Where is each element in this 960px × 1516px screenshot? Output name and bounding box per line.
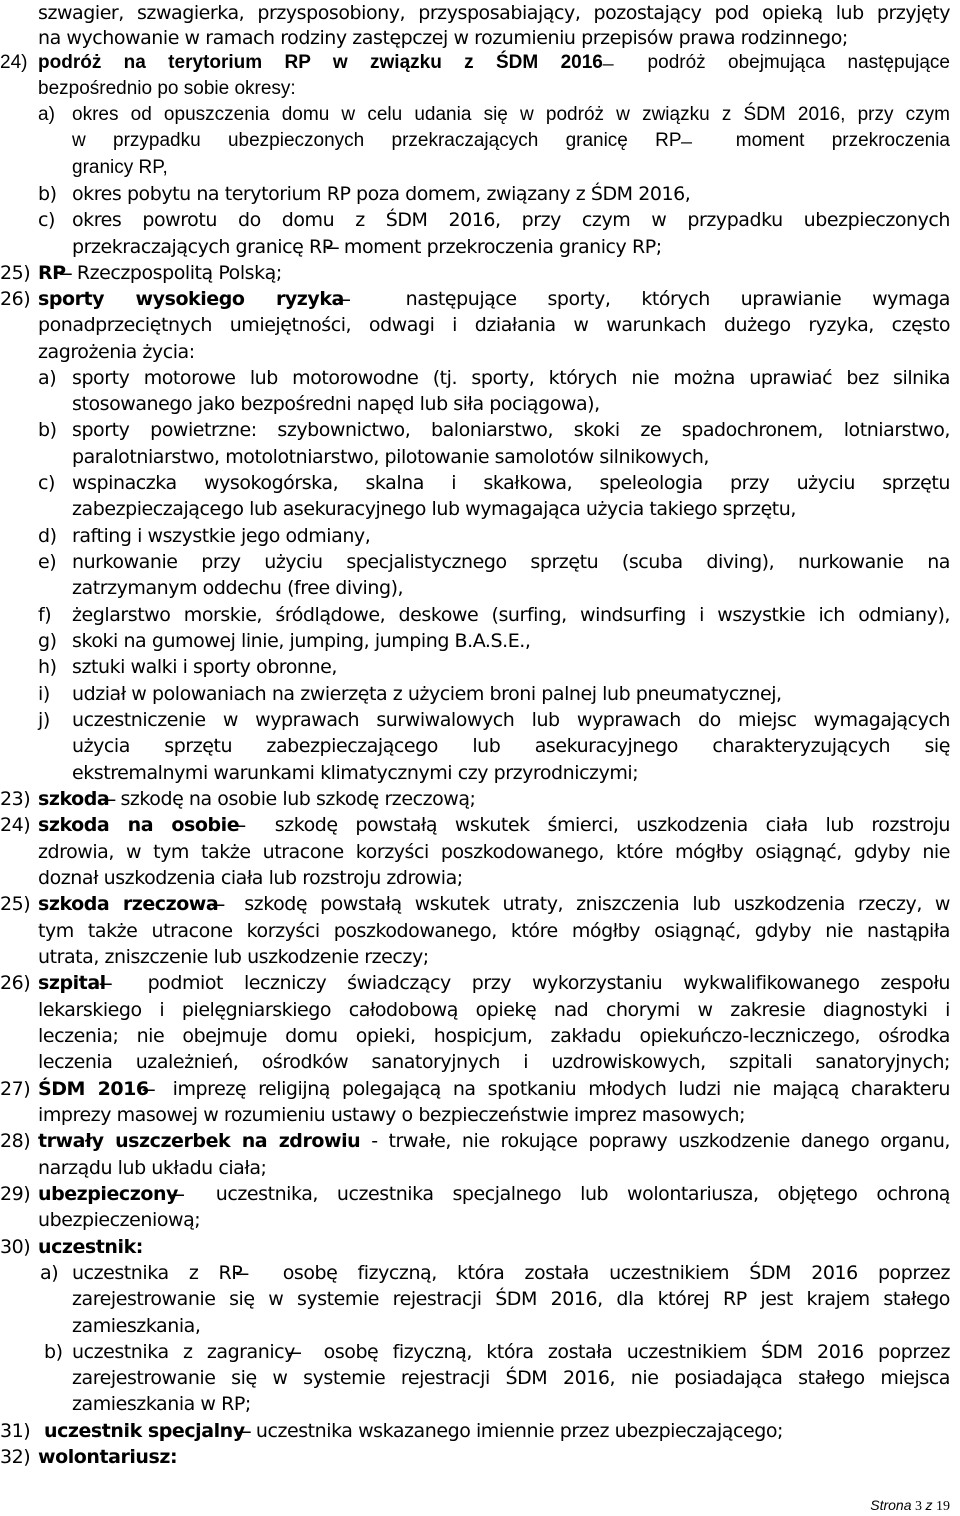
- text-line: [0, 523, 960, 549]
- line-body: [72, 365, 950, 391]
- sub-item-letter: d): [38, 525, 57, 547]
- line-body: [38, 839, 950, 865]
- item-number: 28): [0, 1130, 31, 1152]
- line-text: zamieszkania,: [72, 1315, 201, 1337]
- text-line: [0, 444, 960, 470]
- defined-term: wolontariusz:: [38, 1446, 178, 1468]
- sub-item-letter: g): [38, 630, 57, 652]
- line-body: [72, 470, 950, 496]
- line-text: ̶ uczestnika wskazanego imiennie przez ubezpieczającego;: [244, 1420, 783, 1442]
- line-text: wspinaczka wysokogórska, skalna i skałkowa, speleologia przy użyciu sprzętu: [72, 472, 950, 494]
- line-body: [44, 1418, 950, 1444]
- line-body: [72, 628, 950, 654]
- line-body: [72, 575, 950, 601]
- defined-term: trwały uszczerbek na zdrowiu: [38, 1130, 361, 1152]
- defined-term: RP: [38, 262, 66, 284]
- item-number: 27): [0, 1078, 31, 1100]
- defined-term: szkoda na osobie: [38, 814, 240, 836]
- text-line: [0, 602, 960, 628]
- text-line: [0, 1260, 960, 1286]
- line-text: leczenia; nie obejmuje domu opieki, hospicjum, zakładu opiekuńczo-leczniczego, ośrodka: [38, 1025, 950, 1047]
- line-body: [38, 786, 950, 812]
- item-number: 29): [0, 1183, 31, 1205]
- line-body: [38, 812, 950, 838]
- sub-item-letter: a): [38, 104, 55, 125]
- line-body: [38, 0, 950, 26]
- text-line: [0, 260, 960, 286]
- line-body: [38, 1207, 950, 1233]
- line-text: ekstremalnymi warunkami klimatycznymi czy przyrodniczymi;: [72, 762, 639, 784]
- sub-item-letter: c): [38, 209, 55, 231]
- text-line: [0, 944, 960, 970]
- line-body: [72, 391, 950, 417]
- line-text: uczestniczenie w wyprawach surwiwalowych lub wyprawach do miejsc wymagających: [72, 709, 950, 731]
- line-body: [38, 1234, 950, 1260]
- sub-item-letter: e): [38, 551, 57, 573]
- line-text: utrata, zniszczenie lub uszkodzenie rzeczy;: [38, 946, 429, 968]
- line-text: ̶ uczestnika, uczestnika specjalnego lub wolontariusza, objętego ochroną: [177, 1183, 950, 1205]
- sub-item-letter: b): [38, 183, 57, 205]
- defined-term: podróż na terytorium RP w związku z ŚDM 2016: [38, 52, 603, 73]
- line-text: okres powrotu do domu z ŚDM 2016, przy czym w przypadku ubezpieczonych: [72, 209, 950, 231]
- line-text: zamieszkania w RP;: [72, 1393, 251, 1415]
- line-text: sporty motorowe lub motorowodne (tj. sporty, których nie można uprawiać bez silnika: [72, 367, 950, 389]
- line-body: [72, 523, 950, 549]
- item-number: 25): [0, 893, 31, 915]
- item-number: 31): [0, 1420, 31, 1442]
- text-line: [0, 549, 960, 575]
- line-text: zarejestrowanie się w systemie rejestracji ŚDM 2016, dla której RP jest krajem stałego: [72, 1288, 950, 1310]
- text-line: [0, 865, 960, 891]
- text-line: [0, 707, 960, 733]
- line-text: narządu lub układu ciała;: [38, 1157, 267, 1179]
- line-body: [38, 286, 950, 312]
- line-text: rafting i wszystkie jego odmiany,: [72, 525, 371, 547]
- line-text: ̶ szkodę powstałą wskutek utraty, zniszczenia lub uszkodzenia rzeczy, w: [218, 893, 950, 915]
- item-number: 24): [0, 52, 28, 73]
- item-number: 26): [0, 288, 31, 310]
- line-body: [72, 549, 950, 575]
- line-body: [72, 128, 950, 154]
- text-line: [0, 1102, 960, 1128]
- defined-term: szpital: [38, 972, 106, 994]
- line-text: paralotniarstwo, motolotniarstwo, pilotowanie samolotów silnikowych,: [72, 446, 710, 468]
- line-body: [72, 1365, 950, 1391]
- text-line: [0, 102, 960, 128]
- line-text: ponadprzeciętnych umiejętności, odwagi i działania w warunkach dużego ryzyka, często: [38, 314, 950, 336]
- line-body: [38, 970, 950, 996]
- line-body: [38, 312, 950, 338]
- line-body: [72, 496, 950, 522]
- text-line: [0, 918, 960, 944]
- line-body: [38, 1023, 950, 1049]
- text-line: [0, 891, 960, 917]
- line-body: [72, 444, 950, 470]
- line-body: [72, 1260, 950, 1286]
- line-body: [72, 1313, 950, 1339]
- line-text: ̶ podróż obejmująca następujące: [602, 52, 950, 73]
- text-line: [0, 654, 960, 680]
- text-line: [0, 207, 960, 233]
- text-line: [0, 128, 960, 154]
- text-line: [0, 1418, 960, 1444]
- line-body: [72, 602, 950, 628]
- defined-term: szkoda rzeczowa: [38, 893, 219, 915]
- text-line: [0, 839, 960, 865]
- line-text: zabezpieczającego lub asekuracyjnego lub wymagająca użycia takiego sprzętu,: [72, 498, 796, 520]
- item-number: 32): [0, 1446, 31, 1468]
- defined-term: uczestnik:: [38, 1236, 143, 1258]
- line-body: [72, 181, 950, 207]
- sub-item-letter: j): [38, 709, 50, 731]
- line-body: [38, 1102, 950, 1128]
- line-text: przekraczających granicę RP ̶ moment przekroczenia granicy RP;: [72, 236, 662, 258]
- text-line: [0, 417, 960, 443]
- text-line: [0, 155, 960, 181]
- line-text: użycia sprzętu zabezpieczającego lub asekuracyjnego charakteryzujących się: [72, 735, 950, 757]
- text-line: [0, 681, 960, 707]
- text-line: [0, 1128, 960, 1154]
- line-body: [72, 1286, 950, 1312]
- item-number: 26): [0, 972, 31, 994]
- line-text: w przypadku ubezpieczonych przekraczających granicę RP ̶ moment przekroczenia: [72, 130, 950, 151]
- sub-item-letter: c): [38, 472, 55, 494]
- text-line: [0, 181, 960, 207]
- line-text: ̶ szkodę powstałą wskutek śmierci, uszkodzenia ciała lub rozstroju: [239, 814, 950, 836]
- text-line: [0, 1076, 960, 1102]
- text-line: [0, 997, 960, 1023]
- text-line: [0, 1313, 960, 1339]
- line-text: bezpośrednio po sobie okresy:: [38, 78, 296, 99]
- text-line: [0, 1207, 960, 1233]
- line-body: [38, 997, 950, 1023]
- line-text: - trwałe, nie rokujące poprawy uszkodzenie danego organu,: [360, 1130, 951, 1152]
- item-number: 25): [0, 262, 31, 284]
- line-body: [38, 260, 950, 286]
- text-line: [0, 575, 960, 601]
- line-body: [72, 234, 950, 260]
- sub-item-letter: f): [38, 604, 52, 626]
- line-text: lekarskiego i pielęgniarskiego całodobową opiekę nad chorymi w zakresie diagnostyki i: [38, 999, 950, 1021]
- text-line: [0, 470, 960, 496]
- line-body: [72, 1339, 950, 1365]
- text-line: [0, 733, 960, 759]
- footer-label: Strona: [870, 1497, 912, 1513]
- defined-term: uczestnik specjalny: [44, 1420, 245, 1442]
- line-text: imprezy masowej w rozumieniu ustawy o bezpieczeństwie imprez masowych;: [38, 1104, 746, 1126]
- text-line: [0, 391, 960, 417]
- text-line: [0, 760, 960, 786]
- line-body: [72, 733, 950, 759]
- line-body: [38, 1076, 950, 1102]
- sub-item-letter: h): [38, 656, 57, 678]
- text-line: [0, 1181, 960, 1207]
- defined-term: ubezpieczony: [38, 1183, 178, 1205]
- line-text: doznał uszkodzenia ciała lub rozstroju zdrowia;: [38, 867, 463, 889]
- item-number: 24): [0, 814, 31, 836]
- defined-term: szkoda: [38, 788, 110, 810]
- defined-term: ŚDM 2016: [38, 1078, 149, 1100]
- page-footer: [870, 1497, 950, 1515]
- line-text: granicy RP,: [72, 157, 168, 178]
- text-line: [0, 234, 960, 260]
- text-line: [0, 1365, 960, 1391]
- line-body: [72, 207, 950, 233]
- text-line: [0, 1286, 960, 1312]
- item-number: 23): [0, 788, 31, 810]
- line-text: zarejestrowanie się w systemie rejestracji ŚDM 2016, nie posiadająca stałego miejsca: [72, 1367, 950, 1389]
- line-text: okres pobytu na terytorium RP poza domem, związany z ŚDM 2016,: [72, 183, 691, 205]
- line-text: ̶ następujące sporty, których uprawianie wymaga: [343, 288, 951, 310]
- line-body: [72, 707, 950, 733]
- text-line: [0, 496, 960, 522]
- line-text: nurkowanie przy użyciu specjalistycznego sprzętu (scuba diving), nurkowanie na: [72, 551, 950, 573]
- line-text: okres od opuszczenia domu w celu udania się w podróż w związku z ŚDM 2016, przy czym: [72, 104, 950, 125]
- line-text: na wychowanie w ramach rodziny zastępczej w rozumieniu przepisów prawa rodzinnego;: [38, 27, 848, 49]
- line-body: [72, 760, 950, 786]
- line-body: [38, 1128, 950, 1154]
- line-body: [38, 865, 950, 891]
- text-line: [0, 786, 960, 812]
- item-number: 30): [0, 1236, 31, 1258]
- text-line: [0, 1023, 960, 1049]
- text-line: [0, 1339, 960, 1365]
- sub-item-letter: a): [40, 1262, 59, 1284]
- line-body: [38, 891, 950, 917]
- sub-item-letter: b): [38, 419, 57, 441]
- line-body: [38, 1049, 950, 1075]
- line-text: zatrzymanym oddechu (free diving),: [72, 577, 404, 599]
- text-line: [0, 1234, 960, 1260]
- line-body: [38, 50, 950, 76]
- text-line: [0, 812, 960, 838]
- line-text: sporty powietrzne: szybownictwo, baloniarstwo, skoki ze spadochronem, lotniarstwo,: [72, 419, 950, 441]
- footer-of: z: [925, 1497, 933, 1513]
- sub-item-letter: i): [38, 683, 50, 705]
- line-text: udział w polowaniach na zwierzęta z użyciem broni palnej lub pneumatycznej,: [72, 683, 782, 705]
- line-body: [72, 1391, 950, 1417]
- sub-item-letter: a): [38, 367, 57, 389]
- line-text: ̶ podmiot leczniczy świadczący przy wykorzystaniu wykwalifikowanego zespołu: [105, 972, 950, 994]
- line-body: [72, 654, 950, 680]
- text-line: [0, 312, 960, 338]
- text-line: [0, 365, 960, 391]
- line-body: [72, 681, 950, 707]
- line-body: [38, 1155, 950, 1181]
- text-line: [0, 50, 960, 76]
- line-body: [38, 1181, 950, 1207]
- line-text: zdrowia, w tym także utracone korzyści poszkodowanego, które mógłby osiągnąć, gdyby nie: [38, 841, 950, 863]
- line-body: [72, 417, 950, 443]
- line-text: sztuki walki i sporty obronne,: [72, 656, 337, 678]
- line-body: [38, 339, 950, 365]
- defined-term: sporty wysokiego ryzyka: [38, 288, 344, 310]
- line-text: ̶ Rzeczpospolitą Polską;: [65, 262, 282, 284]
- line-body: [38, 1444, 950, 1470]
- footer-total: 19: [936, 1499, 950, 1514]
- text-line: [0, 1049, 960, 1075]
- text-line: [0, 286, 960, 312]
- line-body: [72, 155, 950, 181]
- line-text: uczestnika z RP ̶ osobę fizyczną, która została uczestnikiem ŚDM 2016 poprzez: [72, 1262, 950, 1284]
- line-text: leczenia uzależnień, ośrodków sanatoryjnych i uzdrowiskowych, szpitali sanatoryjnych;: [38, 1051, 950, 1073]
- line-body: [72, 102, 950, 128]
- line-text: ̶ imprezę religijną polegającą na spotkaniu młodych ludzi nie mającą charakteru: [148, 1078, 950, 1100]
- line-text: uczestnika z zagranicy ̶ osobę fizyczną, która została uczestnikiem ŚDM 2016 poprzez: [72, 1341, 950, 1363]
- footer-page: 3: [915, 1499, 922, 1514]
- line-text: żeglarstwo morskie, śródlądowe, deskowe (surfing, windsurfing i wszystkie ich odmiany),: [72, 604, 950, 626]
- text-line: [0, 25, 960, 51]
- text-line: [0, 1155, 960, 1181]
- line-body: [38, 25, 950, 51]
- text-line: [0, 970, 960, 996]
- line-text: skoki na gumowej linie, jumping, jumping B.A.S.E.,: [72, 630, 531, 652]
- text-line: [0, 76, 960, 102]
- text-line: [0, 0, 960, 26]
- line-body: [38, 918, 950, 944]
- sub-item-letter: b): [44, 1341, 63, 1363]
- line-text: ̶ szkodę na osobie lub szkodę rzeczową;: [109, 788, 476, 810]
- line-text: zagrożenia życia:: [38, 341, 195, 363]
- text-line: [0, 1444, 960, 1470]
- text-line: [0, 628, 960, 654]
- line-text: szwagier, szwagierka, przysposobiony, przysposabiający, pozostający pod opieką lub przyjęty: [38, 2, 950, 24]
- text-line: [0, 339, 960, 365]
- line-text: tym także utracone korzyści poszkodowanego, które mógłby osiągnąć, gdyby nie nastąpiła: [38, 920, 950, 942]
- line-text: ubezpieczeniową;: [38, 1209, 201, 1231]
- text-line: [0, 1391, 960, 1417]
- line-text: stosowanego jako bezpośredni napęd lub siła pociągowa),: [72, 393, 600, 415]
- line-body: [38, 76, 950, 102]
- line-body: [38, 944, 950, 970]
